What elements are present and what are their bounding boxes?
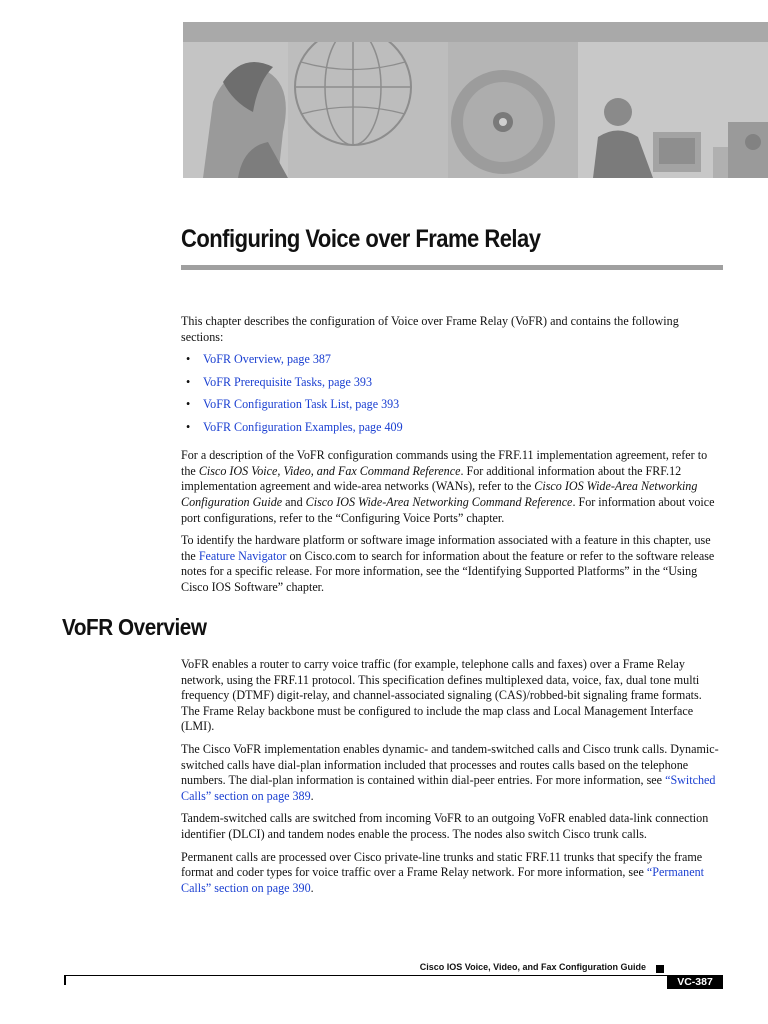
text-run: . bbox=[310, 788, 314, 803]
overview-section bbox=[181, 657, 723, 903]
bullet-icon: • bbox=[186, 397, 191, 412]
footer-rule bbox=[64, 975, 723, 976]
reference-paragraph bbox=[181, 448, 723, 526]
toc-link-prerequisite-tasks[interactable]: VoFR Prerequisite Tasks, page 393 bbox=[203, 374, 373, 389]
page-number-badge: VC-387 bbox=[667, 975, 723, 989]
footer-guide-title: Cisco IOS Voice, Video, and Fax Configuration Guide bbox=[419, 962, 646, 972]
toc-link-configuration-task-list[interactable]: VoFR Configuration Task List, page 393 bbox=[203, 397, 400, 412]
command-reference-title: Cisco IOS Voice, Video, and Fax Command Reference bbox=[198, 463, 461, 478]
wan-config-guide-title: Cisco IOS Wide-Area Networking Configuration Guide bbox=[181, 479, 698, 509]
permanent-calls-link[interactable]: “Permanent Calls” section on page 390 bbox=[181, 865, 704, 895]
text-run: and bbox=[282, 494, 306, 509]
text-run: The Cisco VoFR implementation enables dynamic- and tandem-switched calls and Cisco trunk calls. Dynamic-switched calls have dial-plan information included that processes and routes calls based on the telephone numbers. The dial-plan information is contained within dial-peer entries. For more information, see bbox=[181, 741, 719, 788]
header-banner-image bbox=[183, 22, 768, 178]
text-run: . For information about voice port configurations, refer to the “Configuring Voice Ports” chapter. bbox=[181, 494, 715, 525]
intro-section bbox=[181, 314, 723, 603]
toc-link-configuration-examples[interactable]: VoFR Configuration Examples, page 409 bbox=[203, 419, 403, 434]
text-run: on Cisco.com to search for information about the feature or refer to the software release notes for a specific release. For more information, see the “Identifying Supported Platforms” in the “Using Cisco IOS Software” chapter. bbox=[181, 548, 715, 594]
intro-paragraph: This chapter describes the configuration of Voice over Frame Relay (VoFR) and contains the following sections: bbox=[181, 314, 679, 344]
switched-calls-link[interactable]: “Switched Calls” section on page 389 bbox=[181, 773, 716, 803]
overview-paragraph bbox=[181, 742, 723, 804]
platform-paragraph bbox=[181, 533, 723, 595]
toc-item bbox=[181, 352, 723, 375]
bullet-icon: • bbox=[186, 352, 191, 367]
section-link-list bbox=[181, 352, 723, 442]
text-run: . bbox=[310, 880, 314, 895]
text-run: To identify the hardware platform or software image information associated with a feature in this chapter, use the bbox=[181, 533, 711, 563]
toc-item bbox=[181, 397, 723, 420]
bullet-icon: • bbox=[186, 419, 191, 434]
bullet-icon: • bbox=[186, 374, 191, 389]
chapter-title: Configuring Voice over Frame Relay bbox=[181, 225, 541, 253]
text-run: . For additional information about the FRF.12 implementation agreement and wide-area networks (WANs), refer to the bbox=[181, 463, 682, 494]
feature-navigator-link[interactable]: Feature Navigator bbox=[198, 548, 287, 563]
overview-paragraph: Tandem-switched calls are switched from incoming VoFR to an outgoing VoFR enabled data-link connection identifier (DLCI) and tandem nodes enable the process. The nodes also switch Cisco trunk calls. bbox=[181, 811, 709, 841]
wan-command-reference-title: Cisco IOS Wide-Area Networking Command Reference bbox=[305, 494, 573, 509]
footer-square-marker bbox=[656, 965, 664, 973]
toc-link-vofr-overview[interactable]: VoFR Overview, page 387 bbox=[203, 352, 331, 367]
section-heading-vofr-overview: VoFR Overview bbox=[62, 614, 207, 640]
overview-paragraph bbox=[181, 850, 723, 897]
overview-paragraph: VoFR enables a router to carry voice traffic (for example, telephone calls and faxes) over a Frame Relay network, using the FRF.11 protocol. This specification defines multiplexed data, voice, fax, dual tone multi frequency (DTMF) digit-relay, and channel-associated signaling (CAS)/robbed-bit signaling frame formats. The Frame Relay backbone must be configured to include the map class and Local Management Interface (LMI). bbox=[181, 657, 702, 734]
banner-top-bar bbox=[183, 22, 768, 42]
title-underline-rule bbox=[181, 265, 723, 270]
footer-left-tick bbox=[64, 975, 66, 985]
toc-item bbox=[181, 420, 723, 443]
text-run: For a description of the VoFR configuration commands using the FRF.11 implementation agreement, refer to the bbox=[181, 448, 708, 478]
text-run: Permanent calls are processed over Cisco private-line trunks and static FRF.11 trunks that specify the frame format and coder types for voice traffic over a Frame Relay network. For more information, see bbox=[181, 849, 703, 880]
banner-illustration bbox=[183, 42, 768, 178]
toc-item bbox=[181, 375, 723, 398]
